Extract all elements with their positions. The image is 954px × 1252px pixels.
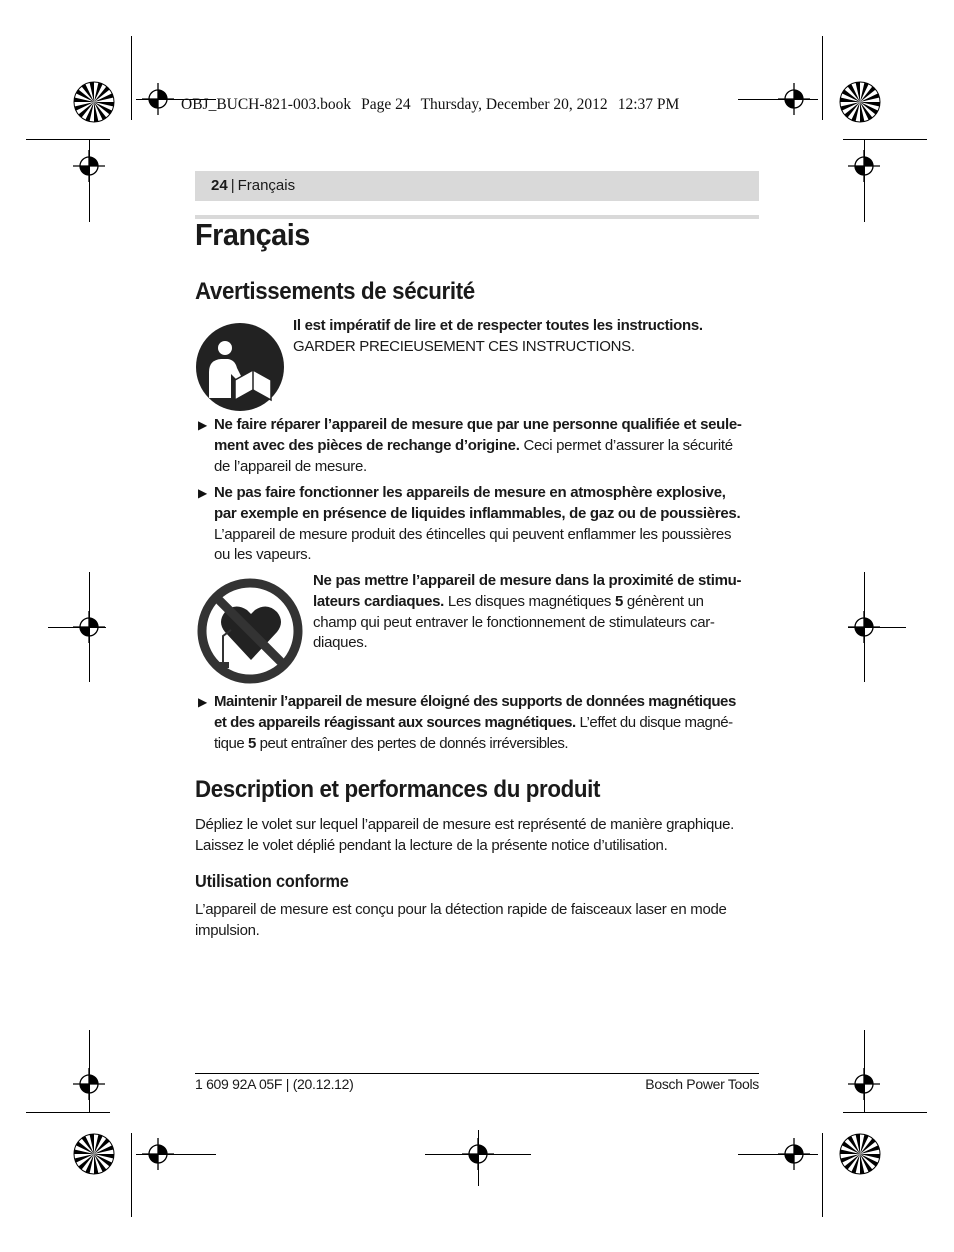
crop-line (822, 1133, 823, 1217)
header-separator: | (230, 177, 235, 194)
intended-use-line-1: L’appareil de mesure est conçu pour la détection rapide de faisceaux laser en mode (195, 901, 727, 918)
bullet-icon: ▶ (198, 486, 208, 500)
sunburst-mark-icon (72, 80, 116, 124)
read-manual-icon (195, 322, 285, 412)
description-paragraph (195, 815, 734, 857)
book-page: Page 24 (361, 96, 411, 113)
safety-item-4-text-3a: tique (214, 734, 245, 752)
safety-item-3-text-4: diaques. (313, 634, 368, 652)
sunburst-mark-icon (838, 80, 882, 124)
header-section: Français (237, 177, 296, 194)
intended-use-heading: Utilisation conforme (195, 871, 349, 891)
safety-item-1-bold-1: Ne faire réparer l’appareil de mesure que par une personne qualifiée et seule- (214, 416, 742, 433)
safety-heading: Avertissements de sécurité (195, 278, 475, 305)
safety-item-4-bold-1: Maintenir l’appareil de mesure éloigné des supports de données magnétiques (214, 693, 736, 710)
safety-item-2-text-3: L’appareil de mesure produit des étincelles qui peuvent enflammer les poussières (214, 525, 732, 543)
safety-intro (293, 316, 703, 358)
book-date: Thursday, December 20, 2012 (420, 96, 608, 113)
registration-target-icon (848, 1068, 880, 1100)
safety-item-1 (214, 415, 742, 477)
bullet-icon: ▶ (198, 418, 208, 432)
crop-line (26, 139, 110, 140)
registration-target-icon (848, 150, 880, 182)
registration-target-icon (142, 83, 174, 115)
crop-line (822, 36, 823, 120)
footer-doc-number: 1 609 92A 05F | (20.12.12) (195, 1076, 354, 1092)
safety-item-3 (313, 571, 741, 654)
crop-line (131, 1133, 132, 1217)
crop-line (26, 1112, 110, 1113)
safety-item-2-bold-1: Ne pas faire fonctionner les appareils de mesure en atmosphère explosive, (214, 484, 726, 501)
safety-item-2-text-4: ou les vapeurs. (214, 546, 312, 564)
safety-item-4-text-3b: peut entraîner des pertes de donnés irréversibles. (259, 734, 569, 752)
sunburst-mark-icon (72, 1132, 116, 1176)
book-file-header (181, 96, 689, 114)
crop-line (131, 36, 132, 120)
no-pacemaker-icon (195, 576, 305, 686)
registration-target-icon (73, 611, 105, 643)
registration-target-icon (778, 83, 810, 115)
safety-item-1-text-3: de l’appareil de mesure. (214, 457, 367, 475)
safety-item-1-bold-2: ment avec des pièces de rechange d’origine. (214, 436, 520, 454)
footer-brand: Bosch Power Tools (645, 1076, 759, 1092)
safety-item-3-text-2a: Les disques magnétiques (447, 592, 612, 610)
description-line-1: Dépliez le volet sur lequel l’appareil de mesure est représenté de manière graphique. (195, 816, 734, 833)
safety-intro-normal: GARDER PRECIEUSEMENT CES INSTRUCTIONS. (293, 337, 635, 355)
intended-use-line-2: impulsion. (195, 921, 260, 939)
crop-line (843, 139, 927, 140)
safety-item-4-number: 5 (248, 734, 256, 752)
safety-item-4-text-2: L’effet du disque magné- (579, 713, 733, 731)
bullet-icon: ▶ (198, 695, 208, 709)
safety-item-3-text-2b: génèrent un (626, 592, 704, 610)
registration-target-icon (848, 611, 880, 643)
sunburst-mark-icon (838, 1132, 882, 1176)
registration-target-icon (73, 1068, 105, 1100)
registration-target-icon (462, 1138, 494, 1170)
running-header (195, 171, 759, 201)
safety-item-3-number: 5 (615, 592, 624, 610)
footer-rule (195, 1073, 759, 1074)
safety-item-2 (214, 483, 740, 566)
safety-intro-bold: Il est impératif de lire et de respecter toutes les instructions. (293, 317, 703, 334)
page-number: 24 (211, 177, 228, 194)
safety-item-3-bold-2: lateurs cardiaques. (313, 592, 445, 610)
safety-item-4-bold-2: et des appareils réagissant aux sources magnétiques. (214, 713, 576, 731)
book-time: 12:37 PM (617, 96, 680, 113)
crop-line (843, 1112, 927, 1113)
registration-target-icon (778, 1138, 810, 1170)
safety-item-4 (214, 692, 736, 754)
intended-use-paragraph (195, 900, 727, 942)
page-title: Français (195, 217, 310, 252)
safety-item-3-bold-1: Ne pas mettre l’appareil de mesure dans la proximité de stimu- (313, 572, 742, 589)
registration-target-icon (73, 150, 105, 182)
description-line-2: Laissez le volet déplié pendant la lecture de la présente notice d’utilisation. (195, 836, 668, 854)
safety-item-2-bold-2: par exemple en présence de liquides inflammables, de gaz ou de poussières. (214, 504, 741, 522)
safety-item-1-text-2: Ceci permet d’assurer la sécurité (523, 436, 733, 454)
book-file-name: OBJ_BUCH-821-003.book (181, 96, 352, 113)
safety-item-3-text-3: champ qui peut entraver le fonctionnement de stimulateurs car- (313, 613, 715, 631)
registration-target-icon (142, 1138, 174, 1170)
description-heading: Description et performances du produit (195, 776, 601, 803)
